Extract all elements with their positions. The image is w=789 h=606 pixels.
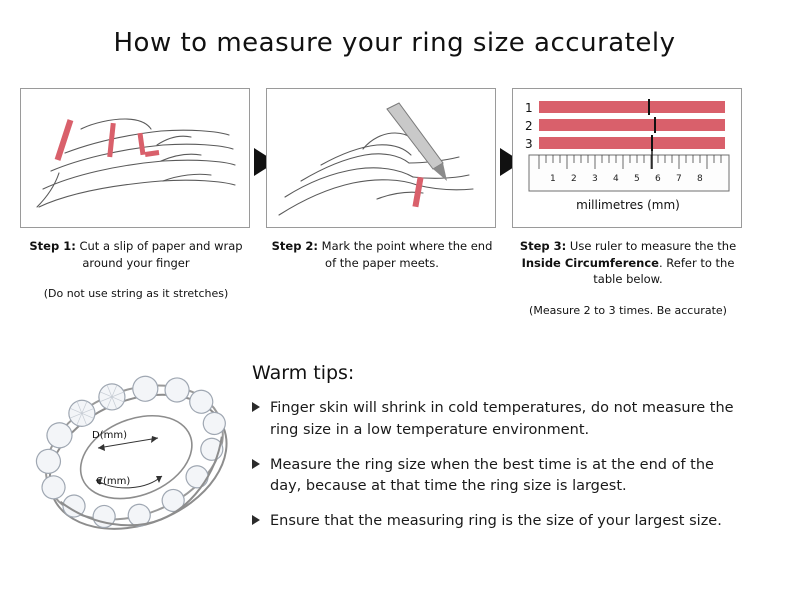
warm-tip-text: Ensure that the measuring ring is the size of your largest size. (270, 513, 722, 529)
step-3-strong: Inside Circumference (521, 255, 659, 270)
step-2-caption (266, 238, 498, 271)
marking-paper-with-pen-drawing (267, 89, 496, 228)
step-3-lead: Step 3: (519, 239, 567, 253)
svg-text:1: 1 (550, 174, 556, 184)
list-item (252, 455, 772, 499)
svg-text:2: 2 (571, 174, 577, 184)
step-3-note: (Measure 2 to 3 times. Be accurate) (529, 304, 727, 318)
step-2 (266, 88, 498, 287)
diamond-eternity-ring-drawing (30, 352, 245, 567)
svg-text:6: 6 (655, 174, 661, 184)
step-3-illustration (512, 88, 742, 228)
paper-strips (539, 99, 725, 151)
ring-circumference-label: C(mm) (96, 476, 131, 487)
step-3-caption (512, 238, 744, 288)
step-1-illustration (20, 88, 250, 228)
ruler-measuring-strips-drawing (513, 89, 742, 228)
step-2-text: Mark the point where the end of the paper meets. (318, 239, 493, 270)
ring-illustration (30, 352, 245, 567)
triangle-bullet-icon (252, 459, 260, 469)
svg-text:7: 7 (676, 174, 682, 184)
ruler (529, 151, 729, 191)
svg-text:3: 3 (592, 174, 598, 184)
ruler-unit-label: millimetres (mm) (576, 198, 680, 212)
warm-tips-section (252, 362, 772, 546)
svg-text:2: 2 (525, 119, 533, 133)
step-2-illustration (266, 88, 496, 228)
steps-row (20, 88, 770, 338)
list-item (252, 398, 772, 442)
warm-tip-text: Finger skin will shrink in cold temperatures, do not measure the ring size in a low temperature environment. (270, 400, 734, 438)
page-title: How to measure your ring size accurately (113, 28, 676, 58)
list-item (252, 511, 772, 533)
ring-diameter-label: D(mm) (92, 430, 127, 441)
step-3-text2: . Refer to the table below. (593, 255, 735, 287)
warm-tips-heading: Warm tips: (252, 362, 355, 384)
step-3-text: Use ruler to measure the the (566, 239, 737, 253)
step-1-lead: Step 1: (29, 239, 76, 253)
step-1-note: (Do not use string as it stretches) (43, 287, 229, 301)
hand-with-paper-strip-drawing (21, 89, 250, 228)
step-1 (20, 88, 252, 300)
svg-text:3: 3 (525, 137, 533, 151)
step-3 (512, 88, 744, 317)
svg-text:5: 5 (634, 174, 640, 184)
svg-text:1: 1 (525, 101, 533, 115)
svg-text:4: 4 (613, 174, 619, 184)
step-1-caption (20, 238, 252, 271)
triangle-bullet-icon (252, 402, 260, 412)
warm-tip-text: Measure the ring size when the best time is at the end of the day, because at that time the ring size is largest. (270, 456, 714, 495)
triangle-bullet-icon (252, 515, 260, 525)
step-2-lead: Step 2: (271, 239, 319, 253)
svg-text:8: 8 (697, 174, 703, 184)
step-1-text: Cut a slip of paper and wrap around your finger (75, 239, 243, 270)
